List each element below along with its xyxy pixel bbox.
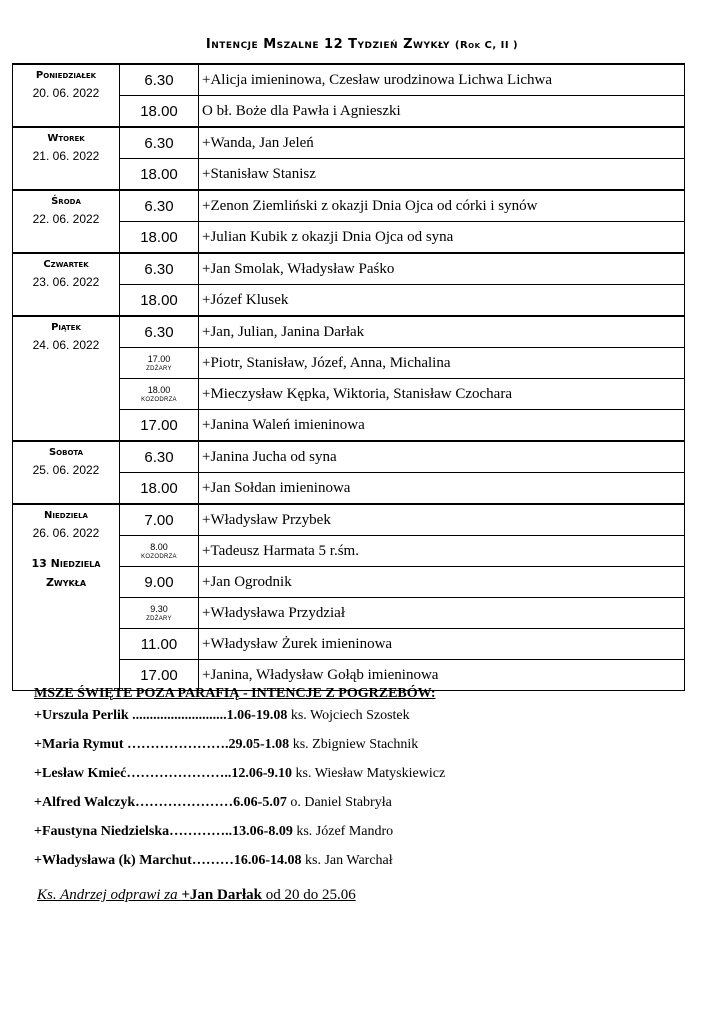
mass-intention: +Wanda, Jan Jeleń	[199, 127, 685, 159]
schedule-row	[13, 190, 685, 222]
note-suffix: od 20 do 25.06	[261, 887, 356, 903]
day-date: 24. 06. 2022	[32, 338, 100, 352]
day-cell	[13, 190, 120, 253]
mass-time-cell	[120, 190, 199, 222]
outside-row	[34, 846, 694, 875]
outside-row	[34, 701, 694, 730]
mass-time: 17.00	[140, 416, 178, 434]
mass-time-cell	[120, 285, 199, 317]
mass-time: 18.00	[140, 291, 178, 309]
day-cell	[13, 441, 120, 504]
mass-time: 6.30	[144, 260, 174, 278]
mass-intention: +Julian Kubik z okazji Dnia Ojca od syna	[199, 222, 685, 254]
mass-time: 6.30	[144, 197, 174, 215]
mass-time-cell	[120, 348, 199, 379]
mass-time: 6.30	[144, 323, 174, 341]
outside-row-name: +Władysława (k) Marchut………16.06-14.08	[34, 853, 302, 868]
day-name: Środa	[51, 196, 81, 207]
outside-row	[34, 817, 694, 846]
mass-time-cell	[120, 567, 199, 598]
mass-time: 6.30	[144, 71, 174, 89]
mass-time: 9.00	[144, 573, 174, 591]
schedule-row	[13, 127, 685, 159]
mass-intention: +Władysława Przydział	[199, 598, 685, 629]
mass-time: 9.30	[150, 603, 168, 614]
mass-intention: +Władysław Żurek imieninowa	[199, 629, 685, 660]
mass-intention: +Władysław Przybek	[199, 504, 685, 536]
day-name: Czwartek	[43, 259, 89, 270]
page-title	[0, 37, 724, 52]
day-date: 21. 06. 2022	[32, 149, 100, 163]
outside-heading: MSZE ŚWIĘTE POZA PARAFIĄ - INTENCJE Z POGRZEBÓW:	[34, 686, 436, 701]
mass-time-cell	[120, 64, 199, 96]
mass-time: 8.00	[150, 541, 168, 552]
mass-intention: +Mieczysław Kępka, Wiktoria, Stanisław Czochara	[199, 379, 685, 410]
mass-intention: +Józef Klusek	[199, 285, 685, 317]
outside-row-name: +Faustyna Niedzielska…………..13.06-8.09	[34, 824, 293, 839]
outside-row-name: +Lesław Kmieć…………………..12.06-9.10	[34, 766, 293, 781]
schedule-row	[13, 504, 685, 536]
mass-time: 17.00	[140, 666, 178, 684]
outside-row-priest: ks. Wojciech Szostek	[287, 708, 410, 723]
mass-time-cell	[120, 629, 199, 660]
title-main: Intencje Mszalne 12 Tydzień Zwykły	[205, 37, 450, 52]
mass-time: 7.00	[144, 511, 174, 529]
outside-row-name: +Maria Rymut ………………….29.05-1.08	[34, 737, 290, 752]
mass-intention: +Jan Smolak, Władysław Paśko	[199, 253, 685, 285]
outside-row	[34, 730, 694, 759]
mass-time: 11.00	[140, 635, 178, 653]
mass-time: 6.30	[144, 134, 174, 152]
schedule-row	[13, 441, 685, 473]
mass-time: 18.00	[140, 479, 178, 497]
day-name: Niedziela	[44, 510, 88, 521]
mass-place: KOZODRZA	[141, 396, 177, 403]
mass-time-cell	[120, 410, 199, 442]
mass-intention: +Jan Sołdan imieninowa	[199, 473, 685, 505]
day-date: 26. 06. 2022	[32, 526, 100, 540]
mass-time: 18.00	[140, 165, 178, 183]
outside-row-priest: ks. Jan Warchał	[301, 853, 393, 868]
note-prefix: Ks. Andrzej odprawi za	[37, 887, 182, 903]
outside-parish-section	[34, 687, 694, 875]
outside-row-name: +Urszula Perlik ...........................1.06-19.08	[34, 708, 288, 723]
mass-intention: +Janina, Władysław Gołąb imieninowa	[199, 660, 685, 691]
mass-time-cell	[120, 253, 199, 285]
day-cell	[13, 64, 120, 127]
schedule-row	[13, 316, 685, 348]
outside-row-name: +Alfred Walczyk…………………6.06-5.07	[34, 795, 287, 810]
mass-time-cell	[120, 536, 199, 567]
mass-time-cell	[120, 598, 199, 629]
day-name: Sobota	[48, 447, 84, 458]
day-cell	[13, 504, 120, 691]
outside-row-priest: o. Daniel Stabryła	[286, 795, 392, 810]
mass-schedule-table	[12, 63, 685, 691]
mass-time-cell	[120, 159, 199, 191]
mass-time: 18.00	[140, 228, 178, 246]
day-name: Wtorek	[47, 133, 85, 144]
mass-time-cell	[120, 222, 199, 254]
outside-row-priest: ks. Zbigniew Stachnik	[289, 737, 419, 752]
mass-time-cell	[120, 316, 199, 348]
schedule-row	[13, 253, 685, 285]
mass-time: 18.00	[140, 102, 178, 120]
mass-place: KOZODRZA	[141, 553, 177, 560]
day-date: 23. 06. 2022	[32, 275, 100, 289]
day-name: Poniedziałek	[35, 70, 97, 81]
mass-place: ZDŻARY	[146, 365, 172, 372]
mass-intention: +Piotr, Stanisław, Józef, Anna, Michalina	[199, 348, 685, 379]
mass-time-cell	[120, 441, 199, 473]
day-date: 25. 06. 2022	[32, 463, 100, 477]
mass-time-cell	[120, 127, 199, 159]
outside-row	[34, 788, 694, 817]
mass-place: ZDŻARY	[146, 615, 172, 622]
mass-time: 17.00	[147, 353, 171, 364]
day-cell	[13, 253, 120, 316]
schedule-row	[13, 64, 685, 96]
outside-row-priest: ks. Józef Mandro	[292, 824, 394, 839]
day-extra: 13 Niedziela Zwykła	[31, 557, 101, 589]
day-cell	[13, 127, 120, 190]
day-name: Piątek	[51, 322, 81, 333]
mass-intention: +Zenon Ziemliński z okazji Dnia Ojca od córki i synów	[199, 190, 685, 222]
day-cell	[13, 316, 120, 441]
day-date: 22. 06. 2022	[32, 212, 100, 226]
mass-intention: +Janina Waleń imieninowa	[199, 410, 685, 442]
outside-row-priest: ks. Wiesław Matyskiewicz	[292, 766, 446, 781]
mass-intention: +Stanisław Stanisz	[199, 159, 685, 191]
mass-time: 18.00	[147, 384, 171, 395]
mass-intention: +Tadeusz Harmata 5 r.śm.	[199, 536, 685, 567]
mass-time-cell	[120, 379, 199, 410]
mass-intention: +Alicja imieninowa, Czesław urodzinowa Lichwa Lichwa	[199, 64, 685, 96]
mass-intention: +Jan Ogrodnik	[199, 567, 685, 598]
mass-time-cell	[120, 504, 199, 536]
mass-intention: O bł. Boże dla Pawła i Agnieszki	[199, 96, 685, 128]
footer-note	[37, 887, 356, 904]
outside-row	[34, 759, 694, 788]
mass-intention: +Janina Jucha od syna	[199, 441, 685, 473]
note-name: +Jan Darłak	[181, 887, 262, 903]
title-year-cycle: (Rok C, II )	[454, 40, 519, 51]
day-date: 20. 06. 2022	[32, 86, 100, 100]
mass-time: 6.30	[144, 448, 174, 466]
mass-time-cell	[120, 473, 199, 505]
mass-intention: +Jan, Julian, Janina Darłak	[199, 316, 685, 348]
mass-time-cell	[120, 96, 199, 128]
